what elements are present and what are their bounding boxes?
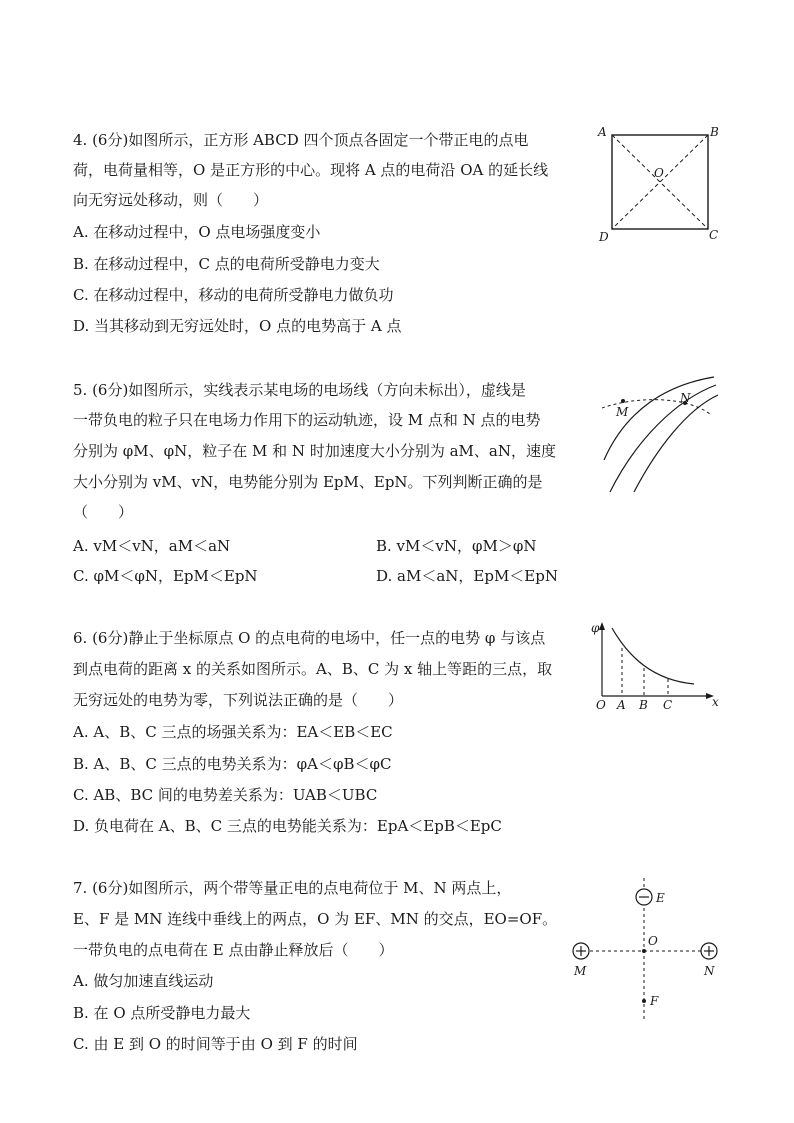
q4-stem-line-3: 向无穷远处移动，则（ ） bbox=[73, 191, 269, 209]
q6-label-b: B bbox=[639, 698, 648, 712]
q5-option-c: C. φM＜φN，EpM＜EpN bbox=[73, 567, 258, 585]
q6-option-d: D. 负电荷在 A、B、C 三点的电势能关系为：EpA＜EpB＜EpC bbox=[73, 817, 502, 835]
q5-option-a: A. vM＜vN，aM＜aN bbox=[73, 537, 231, 555]
q4-stem-line-2: 荷，电荷量相等，O 是正方形的中心。现将 A 点的电荷沿 OA 的延长线 bbox=[73, 161, 549, 179]
q7-label-m: M bbox=[574, 964, 587, 978]
q6-option-a: A. A、B、C 三点的场强关系为：EA＜EB＜EC bbox=[73, 723, 393, 741]
q7-stem-line-3: 一带负电的点电荷在 E 点由静止释放后（ ） bbox=[73, 941, 394, 959]
q6-label-phi: φ bbox=[591, 621, 600, 635]
q4-option-c: C. 在移动过程中，移动的电荷所受静电力做负功 bbox=[73, 286, 394, 304]
q4-option-b: B. 在移动过程中，C 点的电荷所受静电力变大 bbox=[73, 255, 380, 273]
q6-stem-line-1: 6. (6分)静止于坐标原点 O 的点电荷的电场中，任一点的电势 φ 与该点 bbox=[73, 629, 546, 647]
q7-stem-line-1: 7. (6分)如图所示，两个带等量正电的点电荷位于 M、N 两点上， bbox=[73, 879, 512, 897]
q5-stem-line-4: 大小分别为 vM、vN，电势能分别为 EpM、EpN。下列判断正确的是 bbox=[73, 473, 543, 491]
q7-option-c: C. 由 E 到 O 的时间等于由 O 到 F 的时间 bbox=[73, 1035, 358, 1053]
q4-label-d: D bbox=[599, 230, 609, 244]
q4-option-a: A. 在移动过程中，O 点电场强度变小 bbox=[73, 223, 321, 241]
q6-label-x: x bbox=[712, 695, 719, 709]
q6-stem-line-3: 无穷远处的电势为零，下列说法正确的是（ ） bbox=[73, 691, 404, 709]
q5-stem-line-2: 一带负电的粒子只在电场力作用下的运动轨迹，设 M 点和 N 点的电势 bbox=[73, 411, 541, 429]
q5-stem-line-3: 分别为 φM、φN，粒子在 M 和 N 时加速度大小分别为 aM、aN，速度 bbox=[73, 442, 556, 460]
q7-label-f: F bbox=[650, 994, 659, 1008]
q4-option-d: D. 当其移动到无穷远处时，O 点的电势高于 A 点 bbox=[73, 317, 402, 335]
q7-stem-line-2: E、F 是 MN 连线中垂线上的两点，O 为 EF、MN 的交点，EO=OF。 bbox=[73, 910, 558, 928]
q7-label-n: N bbox=[704, 964, 715, 978]
q4-label-o: O bbox=[654, 166, 664, 180]
q4-square-figure bbox=[592, 122, 724, 244]
q7-label-o: O bbox=[648, 934, 658, 948]
q7-option-a: A. 做匀加速直线运动 bbox=[73, 972, 214, 990]
q7-option-b: B. 在 O 点所受静电力最大 bbox=[73, 1004, 251, 1022]
q6-stem-line-2: 到点电荷的距离 x 的关系如图所示。A、B、C 为 x 轴上等距的三点，取 bbox=[73, 660, 553, 678]
q5-option-b: B. vM＜vN，φM＞φN bbox=[376, 537, 537, 555]
q7-label-e: E bbox=[656, 891, 665, 905]
q5-field-figure bbox=[596, 370, 726, 495]
q5-stem-line-1: 5. (6分)如图所示，实线表示某电场的电场线（方向未标出），虚线是 bbox=[73, 381, 526, 399]
q6-option-c: C. AB、BC 间的电势差关系为：UAB＜UBC bbox=[73, 786, 378, 804]
q5-label-n: N bbox=[680, 391, 691, 405]
q5-stem-line-5: （ ） bbox=[73, 503, 134, 521]
q4-label-c: C bbox=[709, 228, 719, 242]
q4-label-b: B bbox=[710, 125, 719, 139]
q6-label-c: C bbox=[663, 698, 673, 712]
q6-label-o: O bbox=[596, 698, 606, 712]
q6-potential-graph bbox=[590, 618, 726, 714]
q5-label-m: M bbox=[616, 405, 629, 419]
q6-option-b: B. A、B、C 三点的电势关系为：φA＜φB＜φC bbox=[73, 755, 392, 773]
q6-label-a: A bbox=[617, 698, 626, 712]
q5-option-d: D. aM＜aN，EpM＜EpN bbox=[376, 567, 558, 585]
q4-label-a: A bbox=[598, 125, 607, 139]
q4-stem-line-1: 4. (6分)如图所示，正方形 ABCD 四个顶点各固定一个带正电的点电 bbox=[73, 131, 529, 149]
q7-charges-figure bbox=[566, 874, 730, 1024]
